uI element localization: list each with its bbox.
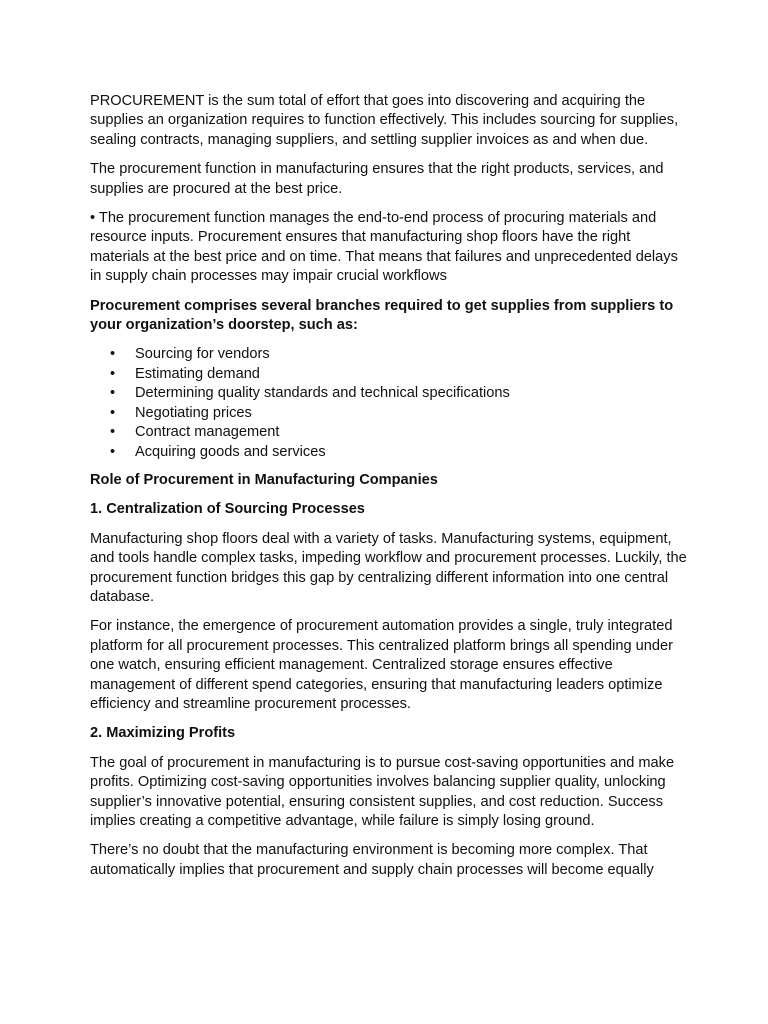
section2-paragraph-1: The goal of procurement in manufacturing is to pursue cost-saving opportunities and make profits. Optimizing cost-saving opportunities involves balancing supplier quality, unlocking supplier’s innovative potential, ensuring consistent supplies, and cost reduction. Success implies creating a competitive advantage, while failure is simply losing ground. (90, 754, 675, 829)
list-item-text: Negotiating prices (135, 404, 252, 421)
list-item-text: Estimating demand (135, 365, 260, 382)
section1-heading: 1. Centralization of Sourcing Processes (90, 501, 365, 518)
bullet-icon: • (110, 346, 116, 363)
list-item (90, 423, 690, 442)
list-item-text: Determining quality standards and technical specifications (135, 385, 510, 402)
end-to-end-paragraph: • The procurement function manages the end-to-end process of procuring materials and resource inputs. Procurement ensures that manufacturing shop floors have the right materials at the best price and on time. That means that failures and unprecedented delays in supply chain processes may impair crucial workflows (90, 210, 678, 285)
bullet-icon: • (110, 365, 116, 382)
section1-paragraph-2: For instance, the emergence of procurement automation provides a single, truly integrated platform for all procurement processes. This centralized platform brings all spending under one watch, ensuring efficient management. Centralized storage ensures effective management of different spend categories, ensuring that manufacturing leaders optimize efficiency and streamline procurement processes. (90, 618, 673, 712)
bullet-icon: • (110, 424, 116, 441)
list-item (90, 365, 690, 384)
function-paragraph: The procurement function in manufacturing ensures that the right products, services, and supplies are procured at the best price. (90, 161, 664, 197)
list-item-text: Acquiring goods and services (135, 443, 326, 460)
bullet-icon: • (110, 404, 116, 421)
section2-heading: 2. Maximizing Profits (90, 725, 236, 742)
document-page (90, 92, 690, 890)
section2-paragraph-2: There’s no doubt that the manufacturing environment is becoming more complex. That automatically implies that procurement and supply chain processes will become equally (90, 842, 654, 878)
role-heading: Role of Procurement in Manufacturing Companies (90, 471, 438, 488)
branches-list (90, 345, 690, 461)
list-item (90, 443, 690, 462)
list-item-text: Sourcing for vendors (135, 346, 270, 363)
branches-intro: Procurement comprises several branches required to get supplies from suppliers to your organization’s doorstep, such as: (90, 297, 674, 334)
bullet-icon: • (110, 385, 116, 402)
bullet-icon: • (110, 443, 116, 460)
list-item (90, 404, 690, 423)
list-item-text: Contract management (135, 424, 280, 441)
list-item (90, 384, 690, 403)
list-item (90, 345, 690, 364)
section1-paragraph-1: Manufacturing shop floors deal with a variety of tasks. Manufacturing systems, equipment, and tools handle complex tasks, impeding workflow and procurement processes. Luckily, the procurement function bridges this gap by centralizing different information into one central database. (90, 530, 687, 605)
intro-paragraph: PROCUREMENT is the sum total of effort that goes into discovering and acquiring the supplies an organization requires to function effectively. This includes sourcing for supplies, sealing contracts, managing suppliers, and settling supplier invoices as and when due. (90, 93, 679, 148)
